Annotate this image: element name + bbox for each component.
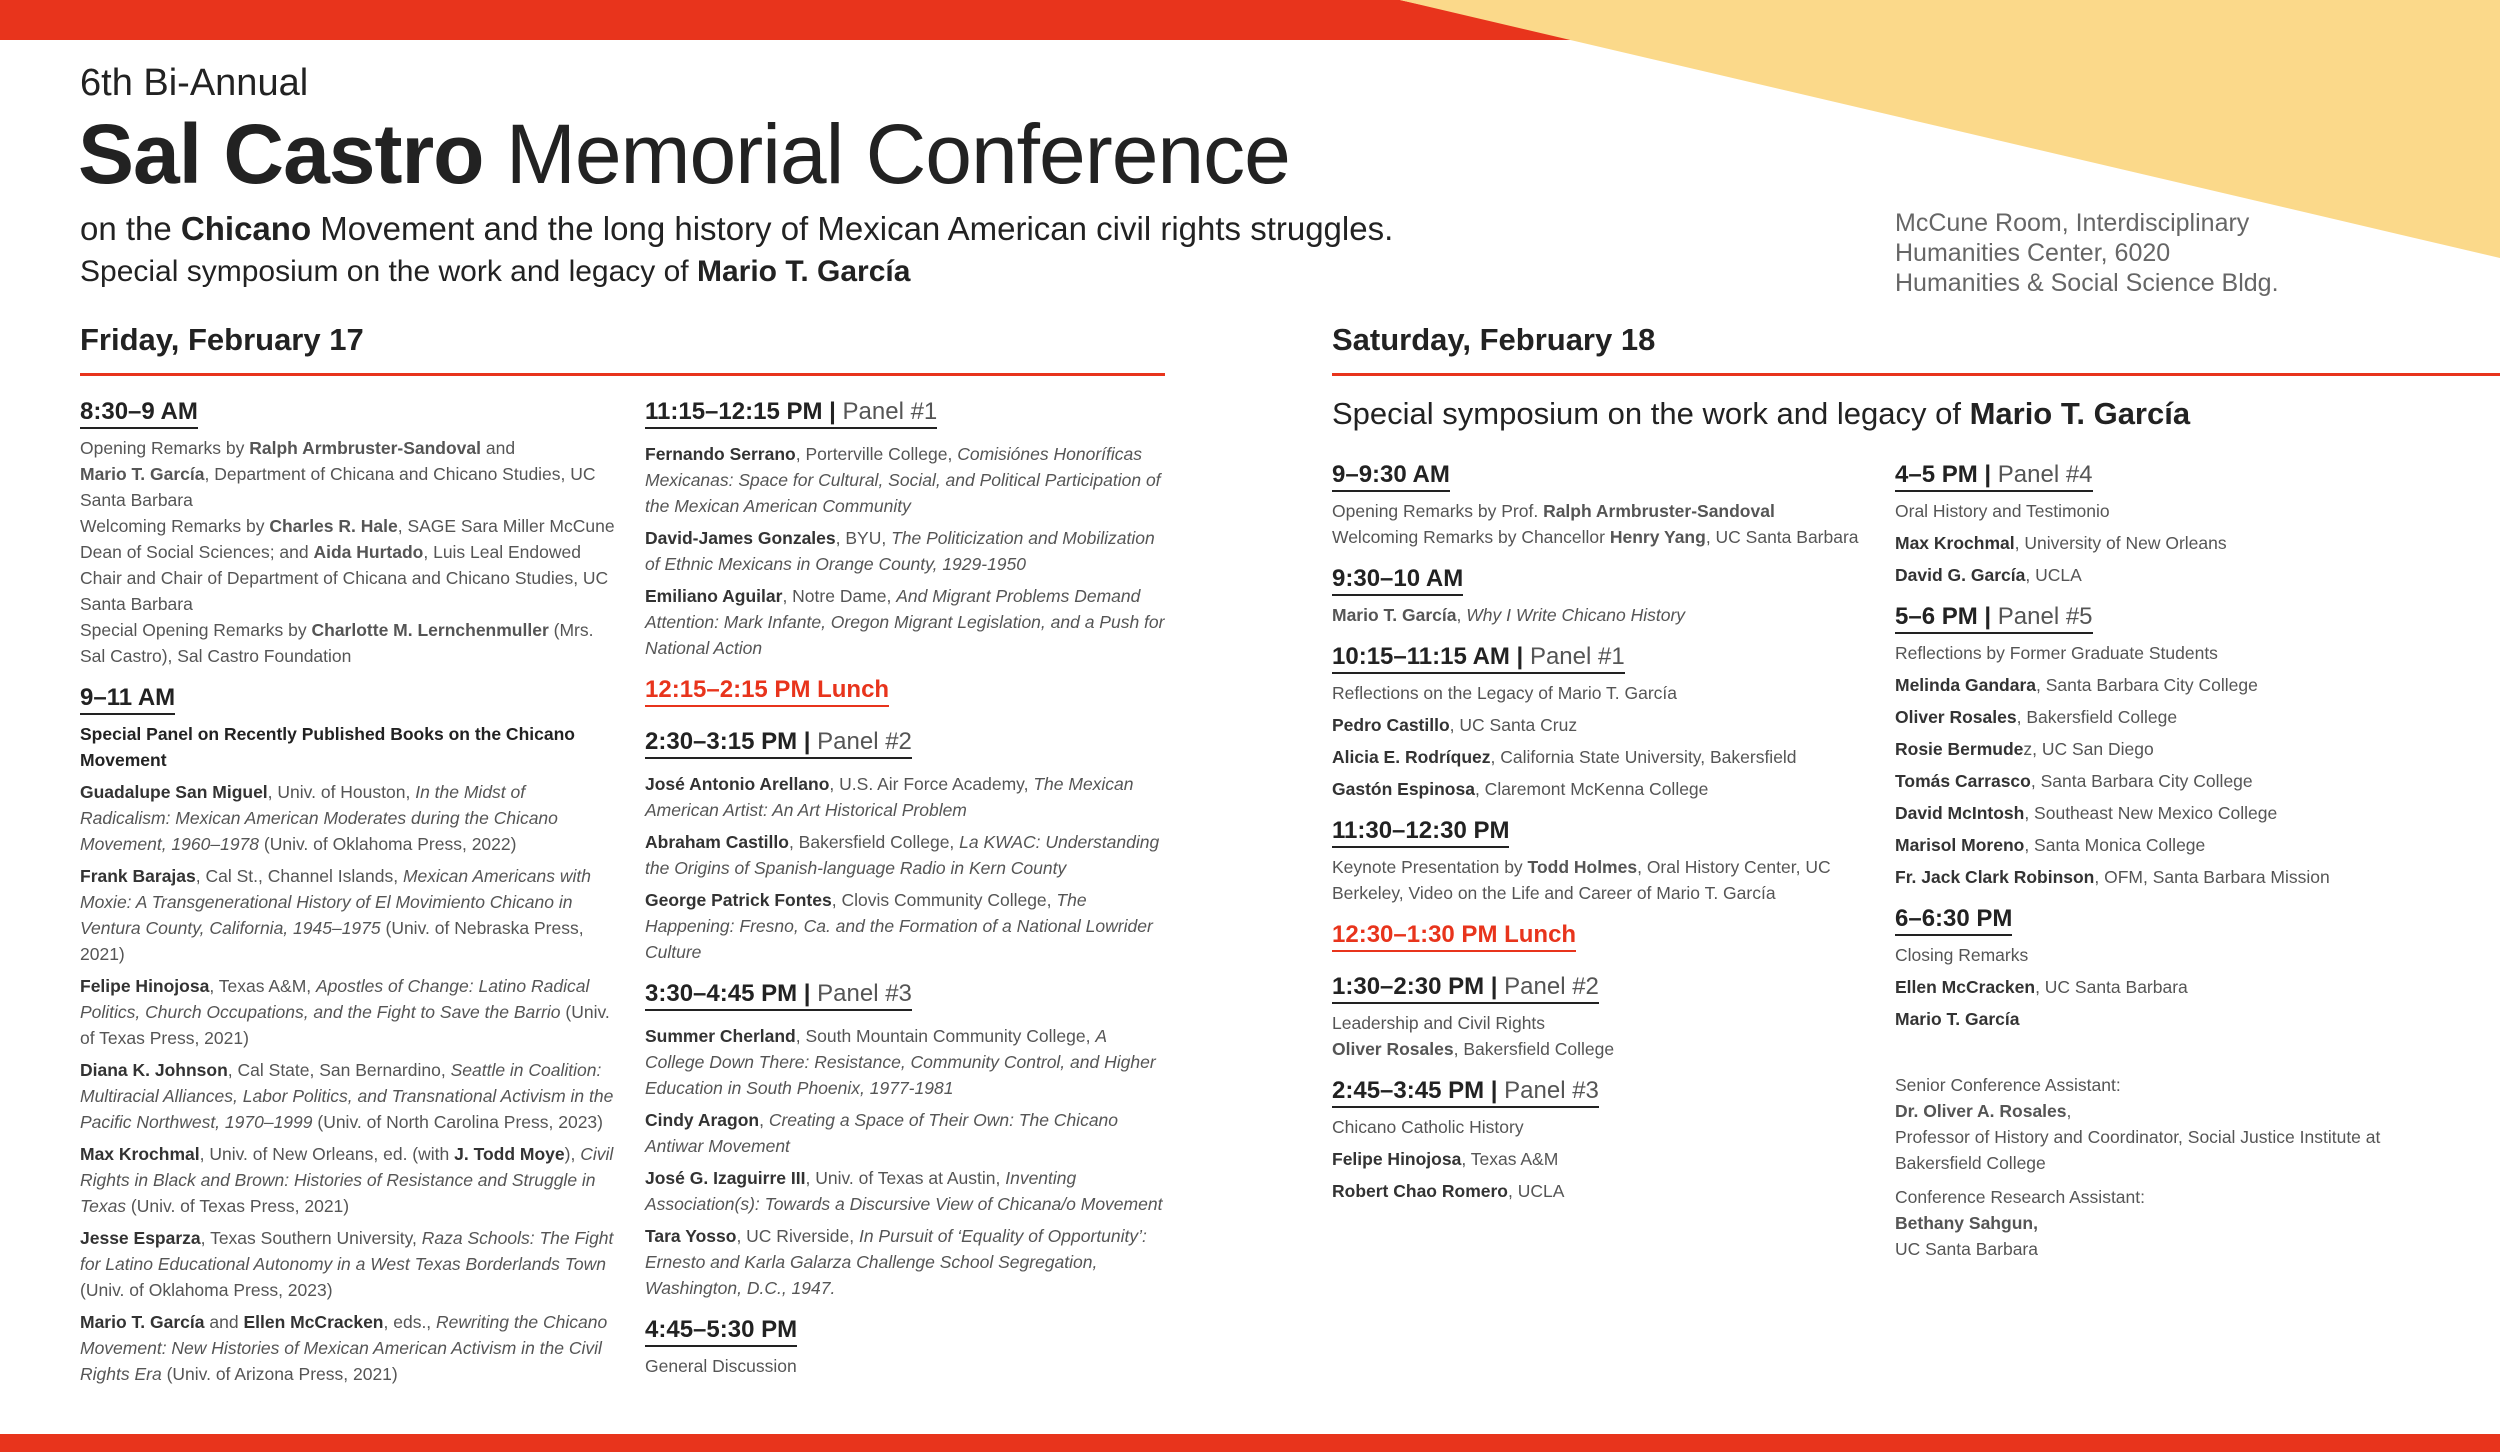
sat-slot-930: [1332, 564, 1872, 628]
paper-entry: José Antonio Arellano, U.S. Air Force Academy, The Mexican American Artist: An Art Historical Problem: [645, 774, 1134, 820]
paper-entry: Fernando Serrano, Porterville College, Comisiónes Honoríficas Mexicanas: Space for Cultural, Social, and Political Participation of the Mexican American Community: [645, 444, 1161, 516]
person: David G. García, UCLA: [1895, 565, 2082, 585]
remark: Special Opening Remarks by Charlotte M. Lernchenmuller (Mrs. Sal Castro), Sal Castro Foundation: [80, 620, 594, 666]
book-entry: Diana K. Johnson, Cal State, San Bernardino, Seattle in Coalition: Multiracial Alliances, Labor Politics, and Transnational Activism in the Pacific Northwest, 1970–1999 (Univ. of North Carolina Press, 2023): [80, 1060, 614, 1132]
slot-9-11: [80, 683, 615, 1387]
lunch-label: 12:15–2:15 PM Lunch: [645, 675, 889, 707]
time-label: 9:30–10 AM: [1332, 564, 1463, 596]
time-label: 11:30–12:30 PM: [1332, 816, 1509, 848]
time-label: 4–5 PM | Panel #4: [1895, 460, 2093, 492]
venue: [1895, 208, 2315, 298]
sat-slot-245: [1332, 1076, 1872, 1204]
staff-role: Senior Conference Assistant:: [1895, 1075, 2121, 1095]
sat-slot-6: [1895, 904, 2415, 1032]
remark: Welcoming Remarks by Charles R. Hale, SAGE Sara Miller McCune Dean of Social Sciences; and Aida Hurtado, Luis Leal Endowed Chair and Chair of Department of Chicana and Chicano Studies, UC Santa Barbara: [80, 516, 615, 614]
sat-slot-130: [1332, 972, 1872, 1062]
book-entry: Mario T. García and Ellen McCracken, eds., Rewriting the Chicano Movement: New Histories of Mexican American Activism in the Civil Rights Era (Univ. of Arizona Press, 2021): [80, 1312, 608, 1384]
staff-desc: UC Santa Barbara: [1895, 1239, 2038, 1259]
book-entry: Frank Barajas, Cal St., Channel Islands, Mexican Americans with Moxie: A Transgenerational History of El Movimiento Chicano in Ventura County, California, 1945–1975 (Univ. of Nebraska Press, 2021): [80, 866, 591, 964]
friday-col-2: [645, 397, 1170, 1379]
sat-slot-1130: [1332, 816, 1872, 906]
friday-col-1: [80, 397, 615, 1387]
paper-entry: Tara Yosso, UC Riverside, In Pursuit of ‘Equality of Opportunity’: Ernesto and Karla Galarza Challenge School Segregation, Washington, D.C., 1947.: [645, 1226, 1147, 1298]
title-rest: Memorial Conference: [505, 107, 1290, 201]
slot-1115: [645, 397, 1170, 661]
slot-description: Reflections on the Legacy of Mario T. García: [1332, 683, 1677, 703]
bottom-red-band: [0, 1434, 2500, 1452]
staff-name: Bethany Sahgun,: [1895, 1213, 2038, 1233]
person: Oliver Rosales, Bakersfield College: [1895, 707, 2178, 727]
sat-slot-4: [1895, 460, 2415, 588]
slot-description: Reflections by Former Graduate Students: [1895, 643, 2218, 663]
panel-description: Special Panel on Recently Published Books on the Chicano Movement: [80, 724, 575, 770]
book-entry: Jesse Esparza, Texas Southern University, Raza Schools: The Fight for Latino Educational Autonomy in a West Texas Borderlands Town (Univ. of Oklahoma Press, 2023): [80, 1228, 614, 1300]
sat-slot-lunch: [1332, 920, 1872, 958]
person: Oliver Rosales, Bakersfield College: [1332, 1039, 1615, 1059]
sat-slot-5: [1895, 602, 2415, 890]
time-label: 6–6:30 PM: [1895, 904, 2012, 936]
person: Mario T. García: [1895, 1009, 2020, 1029]
venue-line: Humanities Center, 6020: [1895, 239, 2171, 267]
person: Fr. Jack Clark Robinson, OFM, Santa Barbara Mission: [1895, 867, 2330, 887]
time-label: 1:30–2:30 PM | Panel #2: [1332, 972, 1599, 1004]
person: Pedro Castillo, UC Santa Cruz: [1332, 715, 1578, 735]
slot-description: Chicano Catholic History: [1332, 1117, 1524, 1137]
slot-lunch: [645, 675, 1170, 713]
time-label: 9–11 AM: [80, 683, 175, 715]
book-entry: Guadalupe San Miguel, Univ. of Houston, In the Midst of Radicalism: Mexican American Moderates during the Chicano Movement, 1960–1978 (Univ. of Oklahoma Press, 2022): [80, 782, 558, 854]
paper-entry: Emiliano Aguilar, Notre Dame, And Migrant Problems Demand Attention: Mark Infante, Oregon Migrant Legislation, and a Push for National Action: [645, 586, 1165, 658]
lunch-label: 12:30–1:30 PM Lunch: [1332, 920, 1576, 952]
person: Robert Chao Romero, UCLA: [1332, 1181, 1565, 1201]
remark: Opening Remarks by Prof. Ralph Armbruster-Sandoval: [1332, 501, 1775, 521]
person: Rosie Bermudez, UC San Diego: [1895, 739, 2154, 759]
saturday-heading: Saturday, February 18: [1332, 322, 1656, 357]
subtitle-2: [80, 255, 910, 289]
person: Tomás Carrasco, Santa Barbara City College: [1895, 771, 2253, 791]
paper-entry: Abraham Castillo, Bakersfield College, La KWAC: Understanding the Origins of Spanish-language Radio in Kern County: [645, 832, 1160, 878]
staff-role: Conference Research Assistant:: [1895, 1187, 2145, 1207]
subtitle-1: [80, 210, 1393, 248]
slot-description: General Discussion: [645, 1356, 797, 1376]
slot-description: Closing Remarks: [1895, 945, 2029, 965]
time-label: 10:15–11:15 AM | Panel #1: [1332, 642, 1625, 674]
friday-rule: [80, 373, 1165, 376]
keynote: Keynote Presentation by Todd Holmes, Oral History Center, UC Berkeley, Video on the Life and Career of Mario T. García: [1332, 857, 1831, 903]
slot-830: [80, 397, 615, 669]
time-label: 8:30–9 AM: [80, 397, 198, 429]
person: David McIntosh, Southeast New Mexico College: [1895, 803, 2278, 823]
page-title: [78, 107, 1290, 201]
paper-entry: Cindy Aragon, Creating a Space of Their Own: The Chicano Antiwar Movement: [645, 1110, 1119, 1156]
talk: Mario T. García, Why I Write Chicano History: [1332, 605, 1686, 625]
time-label: 2:30–3:15 PM | Panel #2: [645, 727, 912, 759]
kicker: 6th Bi-Annual: [80, 62, 309, 104]
paper-entry: José G. Izaguirre III, Univ. of Texas at Austin, Inventing Association(s): Towards a Discursive View of Chicana/o Movement: [645, 1168, 1163, 1214]
venue-line: Humanities & Social Science Bldg.: [1895, 269, 2279, 297]
time-label: 2:45–3:45 PM | Panel #3: [1332, 1076, 1599, 1108]
remark: Mario T. García, Department of Chicana and Chicano Studies, UC Santa Barbara: [80, 464, 596, 510]
staff-credits: [1895, 1072, 2415, 1262]
time-label: 11:15–12:15 PM | Panel #1: [645, 397, 937, 429]
saturday-col-2: [1895, 460, 2415, 1262]
person: Ellen McCracken, UC Santa Barbara: [1895, 977, 2188, 997]
book-entry: Felipe Hinojosa, Texas A&M, Apostles of Change: Latino Radical Politics, Church Occupations, and the Fight to Save the Barrio (Univ. of Texas Press, 2021): [80, 976, 610, 1048]
remark: Opening Remarks by Ralph Armbruster-Sandoval and: [80, 438, 516, 458]
slot-445: [645, 1315, 1170, 1379]
slot-330: [645, 979, 1170, 1301]
person: Max Krochmal, University of New Orleans: [1895, 533, 2227, 553]
saturday-col-1: [1332, 460, 1872, 1204]
symposium-title: Special symposium on the work and legacy of Mario T. García: [1332, 396, 2191, 431]
slot-description: Leadership and Civil Rights: [1332, 1013, 1546, 1033]
sub1-pre: on the: [80, 210, 172, 247]
top-red-band: [0, 0, 1580, 40]
person: Felipe Hinojosa, Texas A&M: [1332, 1149, 1559, 1169]
person: Gastón Espinosa, Claremont McKenna College: [1332, 779, 1709, 799]
friday-heading: Friday, February 17: [80, 322, 364, 357]
title-bold: Sal Castro: [78, 107, 484, 201]
sat-slot-1015: [1332, 642, 1872, 802]
paper-entry: Summer Cherland, South Mountain Community College, A College Down There: Resistance, Community Control, and Higher Education in South Phoenix, 1977-1981: [645, 1026, 1156, 1098]
person: Marisol Moreno, Santa Monica College: [1895, 835, 2206, 855]
sub2-bold: Mario T. García: [697, 255, 911, 288]
staff-name: Dr. Oliver A. Rosales,: [1895, 1101, 2072, 1121]
slot-230: [645, 727, 1170, 965]
person: Alicia E. Rodríquez, California State University, Bakersfield: [1332, 747, 1797, 767]
person: Melinda Gandara, Santa Barbara City College: [1895, 675, 2258, 695]
sub2-pre: Special symposium on the work and legacy of: [80, 255, 689, 288]
sub1-post: Movement and the long history of Mexican American civil rights struggles.: [320, 210, 1394, 247]
sub1-bold: Chicano: [180, 210, 312, 247]
slot-description: Oral History and Testimonio: [1895, 501, 2110, 521]
remark: Welcoming Remarks by Chancellor Henry Yang, UC Santa Barbara: [1332, 527, 1859, 547]
paper-entry: David-James Gonzales, BYU, The Politicization and Mobilization of Ethnic Mexicans in Orange County, 1929-1950: [645, 528, 1155, 574]
sat-slot-9: [1332, 460, 1872, 550]
book-entry: Max Krochmal, Univ. of New Orleans, ed. (with J. Todd Moye), Civil Rights in Black and Brown: Histories of Resistance and Struggle in Texas (Univ. of Texas Press, 2021): [80, 1144, 614, 1216]
paper-entry: George Patrick Fontes, Clovis Community College, The Happening: Fresno, Ca. and the Formation of a National Lowrider Culture: [645, 890, 1153, 962]
time-label: 3:30–4:45 PM | Panel #3: [645, 979, 912, 1011]
venue-line: McCune Room, Interdisciplinary: [1895, 209, 2250, 237]
staff-desc: Professor of History and Coordinator, Social Justice Institute at Bakersfield College: [1895, 1127, 2381, 1173]
time-label: 9–9:30 AM: [1332, 460, 1450, 492]
time-label: 4:45–5:30 PM: [645, 1315, 797, 1347]
time-label: 5–6 PM | Panel #5: [1895, 602, 2093, 634]
saturday-rule: [1332, 373, 2500, 376]
